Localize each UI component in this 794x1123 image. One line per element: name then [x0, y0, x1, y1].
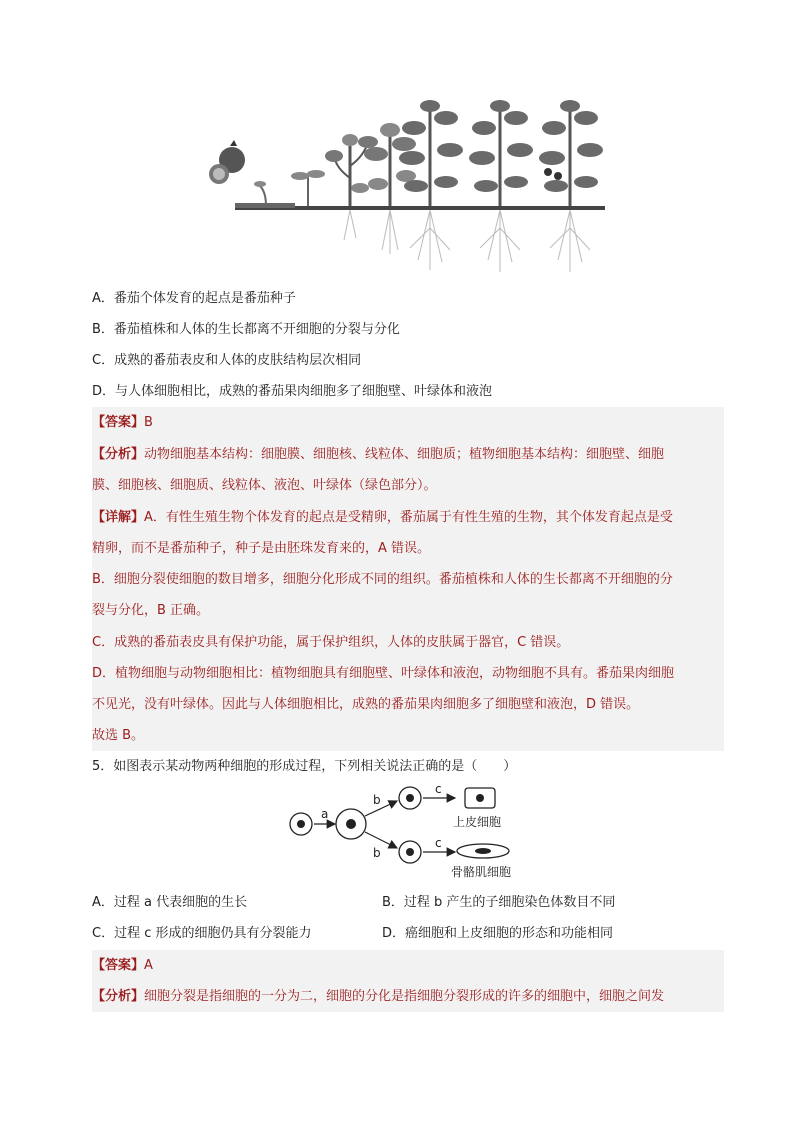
label-c-lower: c: [435, 836, 442, 850]
q5-stem: 5．如图表示某动物两种细胞的形成过程，下列相关说法正确的是（ ）: [92, 759, 517, 774]
q4-detail-line-1: [92, 509, 673, 527]
q4-option-a: A．番茄个体发育的起点是番茄种子: [92, 291, 296, 306]
analysis-text: 细胞分裂是指细胞的一分为二，细胞的分化是指细胞分裂形成的许多的细胞中，细胞之间发: [144, 989, 665, 1004]
q4-option-d: D．与人体细胞相比，成熟的番茄果肉细胞多了细胞壁、叶绿体和液泡: [92, 384, 493, 399]
detail-tag: 【详解】: [92, 510, 145, 525]
analysis-tag: 【分析】: [92, 447, 145, 462]
q4-detail-line-2: 精卵，而不是番茄种子，种子是由胚珠发育来的，A 错误。: [92, 541, 431, 556]
answer-value: B: [144, 415, 153, 430]
label-b-upper: b: [373, 793, 381, 807]
q4-analysis-line-2: 膜、细胞核、细胞质、线粒体、液泡、叶绿体（绿色部分）。: [92, 478, 437, 493]
q5-option-c: C．过程 c 形成的细胞仍具有分裂能力: [92, 926, 312, 941]
detail-text: A．有性生殖生物个体发育的起点是受精卵，番茄属于有性生殖的生物，其个体发育起点是受: [144, 510, 673, 525]
q5-option-a: A．过程 a 代表细胞的生长: [92, 895, 248, 910]
q5-option-d: D．癌细胞和上皮细胞的形态和功能相同: [382, 926, 614, 941]
q5-option-b: B．过程 b 产生的子细胞染色体数目不同: [382, 895, 616, 910]
label-a: a: [321, 807, 329, 821]
answer-tag: 【答案】: [92, 958, 145, 973]
label-b-lower: b: [373, 846, 381, 860]
q4-detail-line-5: C．成熟的番茄表皮具有保护功能，属于保护组织，人体的皮肤属于器官，C 错误。: [92, 635, 570, 650]
analysis-text: 动物细胞基本结构：细胞膜、细胞核、线粒体、细胞质；植物细胞基本结构：细胞壁、细胞: [144, 447, 665, 462]
q4-option-c: C．成熟的番茄表皮和人体的皮肤结构层次相同: [92, 353, 362, 368]
cell-formation-diagram: [285, 782, 545, 882]
q4-detail-line-3: B．细胞分裂使细胞的数目增多，细胞分化形成不同的组织。番茄植株和人体的生长都离不开细胞的分: [92, 572, 673, 587]
q4-detail-line-4: 裂与分化，B 正确。: [92, 603, 210, 618]
answer-tag: 【答案】: [92, 415, 145, 430]
q4-option-b: B．番茄植株和人体的生长都离不开细胞的分裂与分化: [92, 322, 400, 337]
tomato-growth-illustration: [200, 98, 615, 278]
label-c-upper: c: [435, 782, 442, 796]
q4-detail-line-8: 故选 B。: [92, 728, 145, 743]
answer-value: A: [144, 958, 153, 973]
q4-detail-line-7: 不见光，没有叶绿体。因此与人体细胞相比，成熟的番茄果肉细胞多了细胞壁和液泡，D 错误。: [92, 697, 640, 712]
q5-analysis-line: [92, 988, 664, 1006]
q4-detail-line-6: D．植物细胞与动物细胞相比：植物细胞具有细胞壁、叶绿体和液泡，动物细胞不具有。番茄果肉细胞: [92, 666, 675, 681]
analysis-tag: 【分析】: [92, 989, 145, 1004]
epithelial-cell-label: 上皮细胞: [453, 815, 502, 829]
skeletal-muscle-cell-label: 骨骼肌细胞: [451, 865, 512, 879]
q5-answer-line: [92, 957, 153, 975]
q4-analysis-line-1: [92, 446, 664, 464]
q4-answer-line: [92, 414, 153, 432]
